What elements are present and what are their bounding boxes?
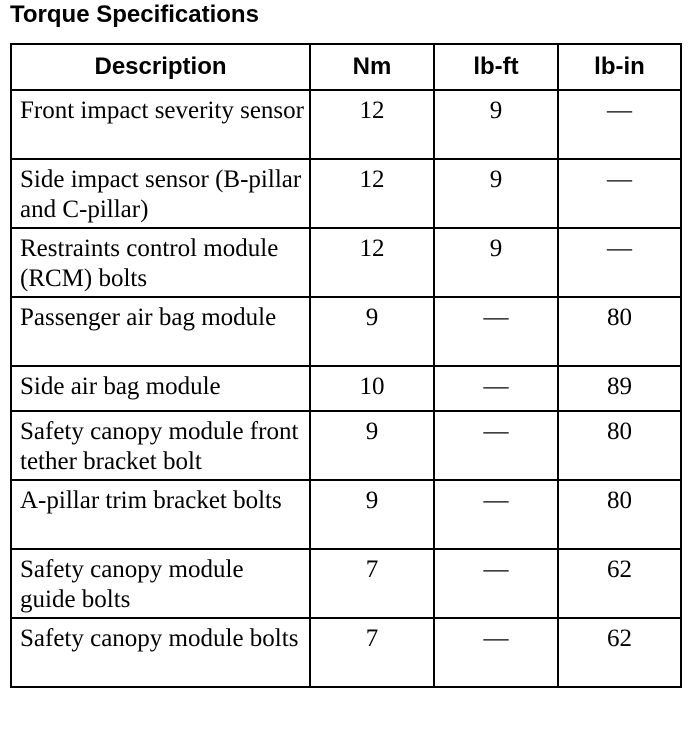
table-row (11, 618, 681, 687)
row-nm: 9 (310, 297, 434, 366)
row-lb-in: 80 (558, 297, 681, 366)
table-row (11, 297, 681, 366)
row-lb-ft: — (434, 411, 558, 480)
row-description: A-pillar trim bracket bolts (11, 480, 310, 549)
row-lb-in: 62 (558, 618, 681, 687)
row-lb-in: 89 (558, 366, 681, 411)
table-header-row (11, 44, 681, 90)
row-nm: 10 (310, 366, 434, 411)
table-row (11, 366, 681, 411)
row-lb-in: — (558, 90, 681, 159)
row-description: Restraints control module (RCM) bolts (11, 228, 310, 297)
table-row (11, 228, 681, 297)
table-row (11, 480, 681, 549)
row-nm: 12 (310, 228, 434, 297)
row-lb-ft: — (434, 480, 558, 549)
row-nm: 12 (310, 159, 434, 228)
row-description: Front impact severity sensor (11, 90, 310, 159)
header-nm: Nm (310, 44, 434, 90)
table-row (11, 159, 681, 228)
row-description: Safety canopy module front tether bracket bolt (11, 411, 310, 480)
header-description: Description (11, 44, 310, 90)
row-lb-ft: — (434, 297, 558, 366)
row-nm: 9 (310, 480, 434, 549)
row-lb-in: 80 (558, 480, 681, 549)
row-nm: 7 (310, 549, 434, 618)
row-lb-in: 80 (558, 411, 681, 480)
row-description: Passenger air bag module (11, 297, 310, 366)
row-lb-ft: — (434, 618, 558, 687)
row-lb-ft: — (434, 549, 558, 618)
row-description: Safety canopy module guide bolts (11, 549, 310, 618)
row-lb-ft: 9 (434, 228, 558, 297)
row-lb-ft: 9 (434, 159, 558, 228)
row-lb-in: — (558, 228, 681, 297)
header-lb-ft: lb-ft (434, 44, 558, 90)
page-title: Torque Specifications (10, 1, 259, 28)
row-lb-ft: — (434, 366, 558, 411)
torque-spec-table (10, 43, 682, 688)
header-lb-in: lb-in (558, 44, 681, 90)
table-row (11, 90, 681, 159)
row-lb-in: 62 (558, 549, 681, 618)
row-description: Side air bag module (11, 366, 310, 411)
table-row (11, 549, 681, 618)
row-nm: 12 (310, 90, 434, 159)
row-description: Side impact sensor (B-pillar and C-pillar) (11, 159, 310, 228)
row-nm: 7 (310, 618, 434, 687)
row-description: Safety canopy module bolts (11, 618, 310, 687)
table-row (11, 411, 681, 480)
row-lb-in: — (558, 159, 681, 228)
row-lb-ft: 9 (434, 90, 558, 159)
row-nm: 9 (310, 411, 434, 480)
